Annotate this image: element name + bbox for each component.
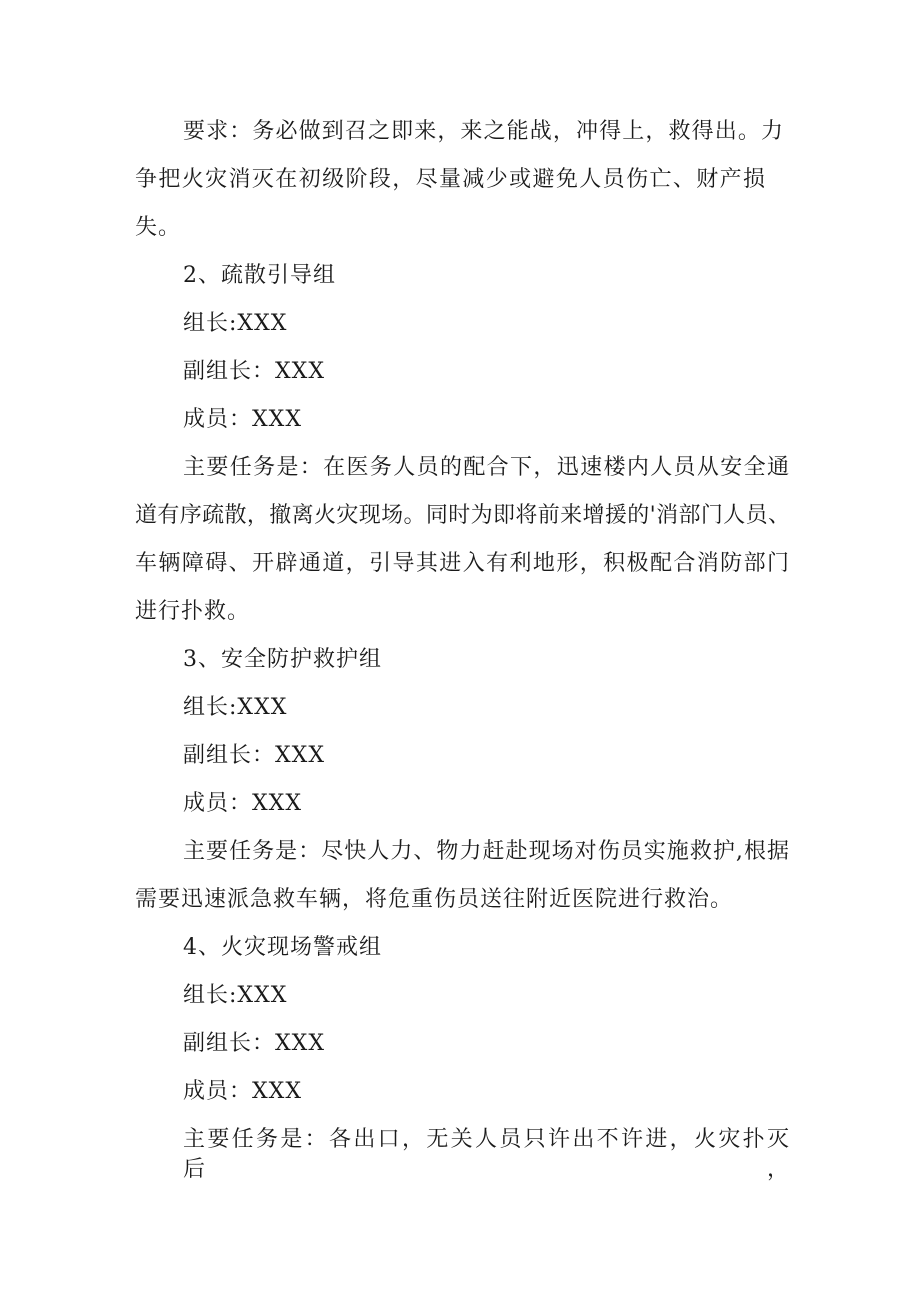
task-line: 需要迅速派急救车辆，将危重伤员送往附近医院进行救治。 [135, 887, 734, 912]
paragraph-line: 争把火灾消灭在初级阶段，尽量减少或避免人员伤亡、财产损 [135, 167, 766, 192]
group-leader: 组长:XXX [183, 983, 288, 1008]
group-members: 成员：XXX [183, 791, 302, 816]
group-deputy-leader: 副组长：XXX [183, 743, 325, 768]
task-line: 道有序疏散，撤离火灾现场。同时为即将前来增援的'消部门人员、 [135, 503, 790, 528]
group-members: 成员：XXX [183, 1079, 302, 1104]
group-leader: 组长:XXX [183, 311, 288, 336]
task-line: 主要任务是：在医务人员的配合下，迅速楼内人员从安全通 [183, 455, 790, 480]
section-heading: 4、火灾现场警戒组 [183, 935, 382, 960]
paragraph-line: 要求：务必做到召之即来，来之能战，冲得上，救得出。力 [183, 119, 784, 144]
task-line: 主要任务是：尽快人力、物力赶赴现场对伤员实施救护,根据 [183, 839, 790, 864]
group-leader: 组长:XXX [183, 695, 288, 720]
section-heading: 2、疏散引导组 [183, 263, 336, 288]
group-deputy-leader: 副组长：XXX [183, 359, 325, 384]
group-deputy-leader: 副组长：XXX [183, 1031, 325, 1056]
task-line: 进行扑救。 [135, 599, 251, 624]
section-heading: 3、安全防护救护组 [183, 647, 382, 672]
paragraph-line: 失。 [135, 215, 182, 240]
task-line: 主要任务是：各出口，无关人员只许出不许进，火灾扑灭后， [183, 1127, 790, 1182]
group-members: 成员：XXX [183, 407, 302, 432]
task-line: 车辆障碍、开辟通道，引导其进入有利地形，积极配合消防部门 [135, 551, 790, 576]
